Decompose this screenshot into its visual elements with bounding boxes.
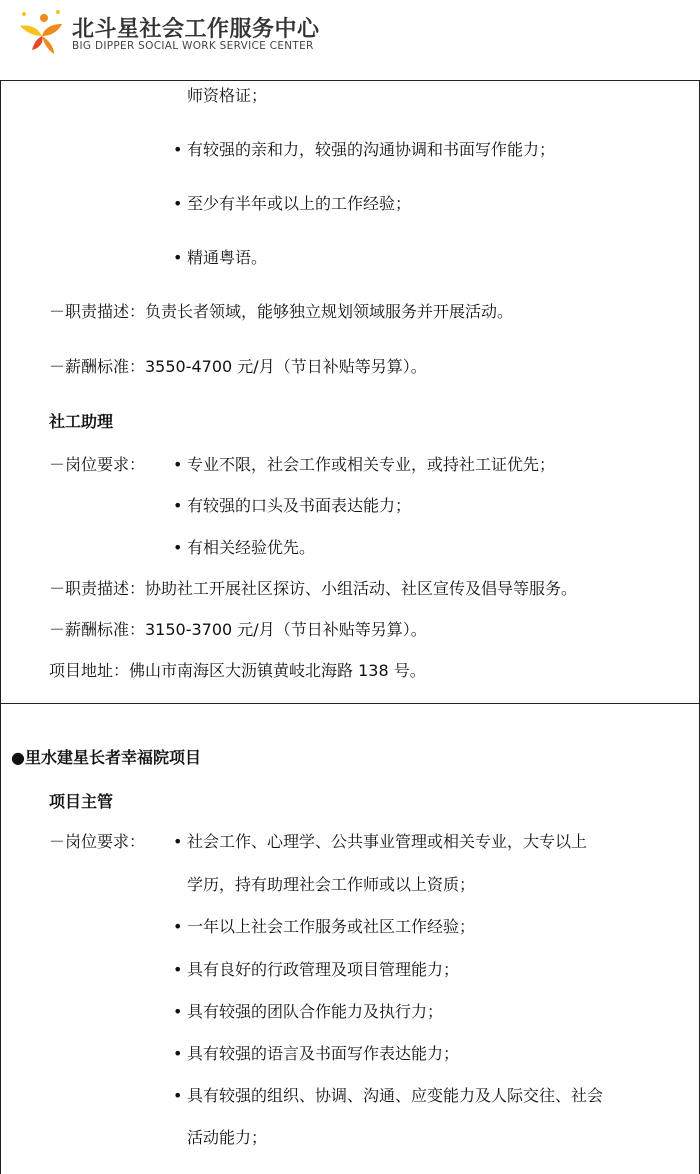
- list-item: • 有较强的亲和力，较强的沟通协调和书面写作能力；: [173, 140, 556, 159]
- salary-standard: －薪酬标准：3150-3700 元/月（节日补贴等另算）。: [49, 620, 427, 639]
- job-section-2: [0, 703, 700, 1174]
- list-item: • 具有较强的组织、协调、沟通、应变能力及人际交往、社会: [173, 1086, 604, 1105]
- req-continuation: 师资格证；: [187, 86, 268, 105]
- req-label: －岗位要求：: [49, 455, 146, 474]
- org-name-en: BIG DIPPER SOCIAL WORK SERVICE CENTER: [72, 40, 314, 52]
- list-item: • 有较强的口头及书面表达能力；: [173, 496, 412, 515]
- duty-description: －职责描述：负责长者领域，能够独立规划领域服务并开展活动。: [49, 302, 514, 321]
- list-item: • 至少有半年或以上的工作经验；: [173, 194, 412, 213]
- logo-icon: [14, 6, 66, 60]
- req-label: －岗位要求：: [49, 832, 146, 851]
- role-title: 项目主管: [49, 792, 114, 811]
- role-title: 社工助理: [49, 412, 114, 431]
- list-item: • 具有较强的团队合作能力及执行力；: [173, 1002, 444, 1021]
- list-item: • 一年以上社会工作服务或社区工作经验；: [173, 917, 476, 936]
- project-title: ●里水建星长者幸福院项目: [11, 748, 201, 767]
- list-item-continuation: 活动能力；: [187, 1128, 268, 1147]
- project-address: 项目地址：佛山市南海区大沥镇黄岐北海路 138 号。: [49, 661, 426, 680]
- list-item: • 专业不限，社会工作或相关专业，或持社工证优先；: [173, 455, 556, 474]
- list-item: • 社会工作、心理学、公共事业管理或相关专业，大专以上: [173, 832, 588, 851]
- list-item: • 具有良好的行政管理及项目管理能力；: [173, 960, 460, 979]
- salary-standard: －薪酬标准：3550-4700 元/月（节日补贴等另算）。: [49, 357, 427, 376]
- page-header: [0, 0, 700, 80]
- list-item: • 具有较强的语言及书面写作表达能力；: [173, 1044, 460, 1063]
- org-name-cn: 北斗星社会工作服务中心: [72, 17, 320, 42]
- list-item: • 有相关经验优先。: [173, 538, 316, 557]
- duty-description: －职责描述：协助社工开展社区探访、小组活动、社区宣传及倡导等服务。: [49, 579, 578, 598]
- job-section-1: [0, 80, 700, 704]
- list-item-continuation: 学历，持有助理社会工作师或以上资质；: [187, 875, 476, 894]
- list-item: • 精通粤语。: [173, 248, 268, 267]
